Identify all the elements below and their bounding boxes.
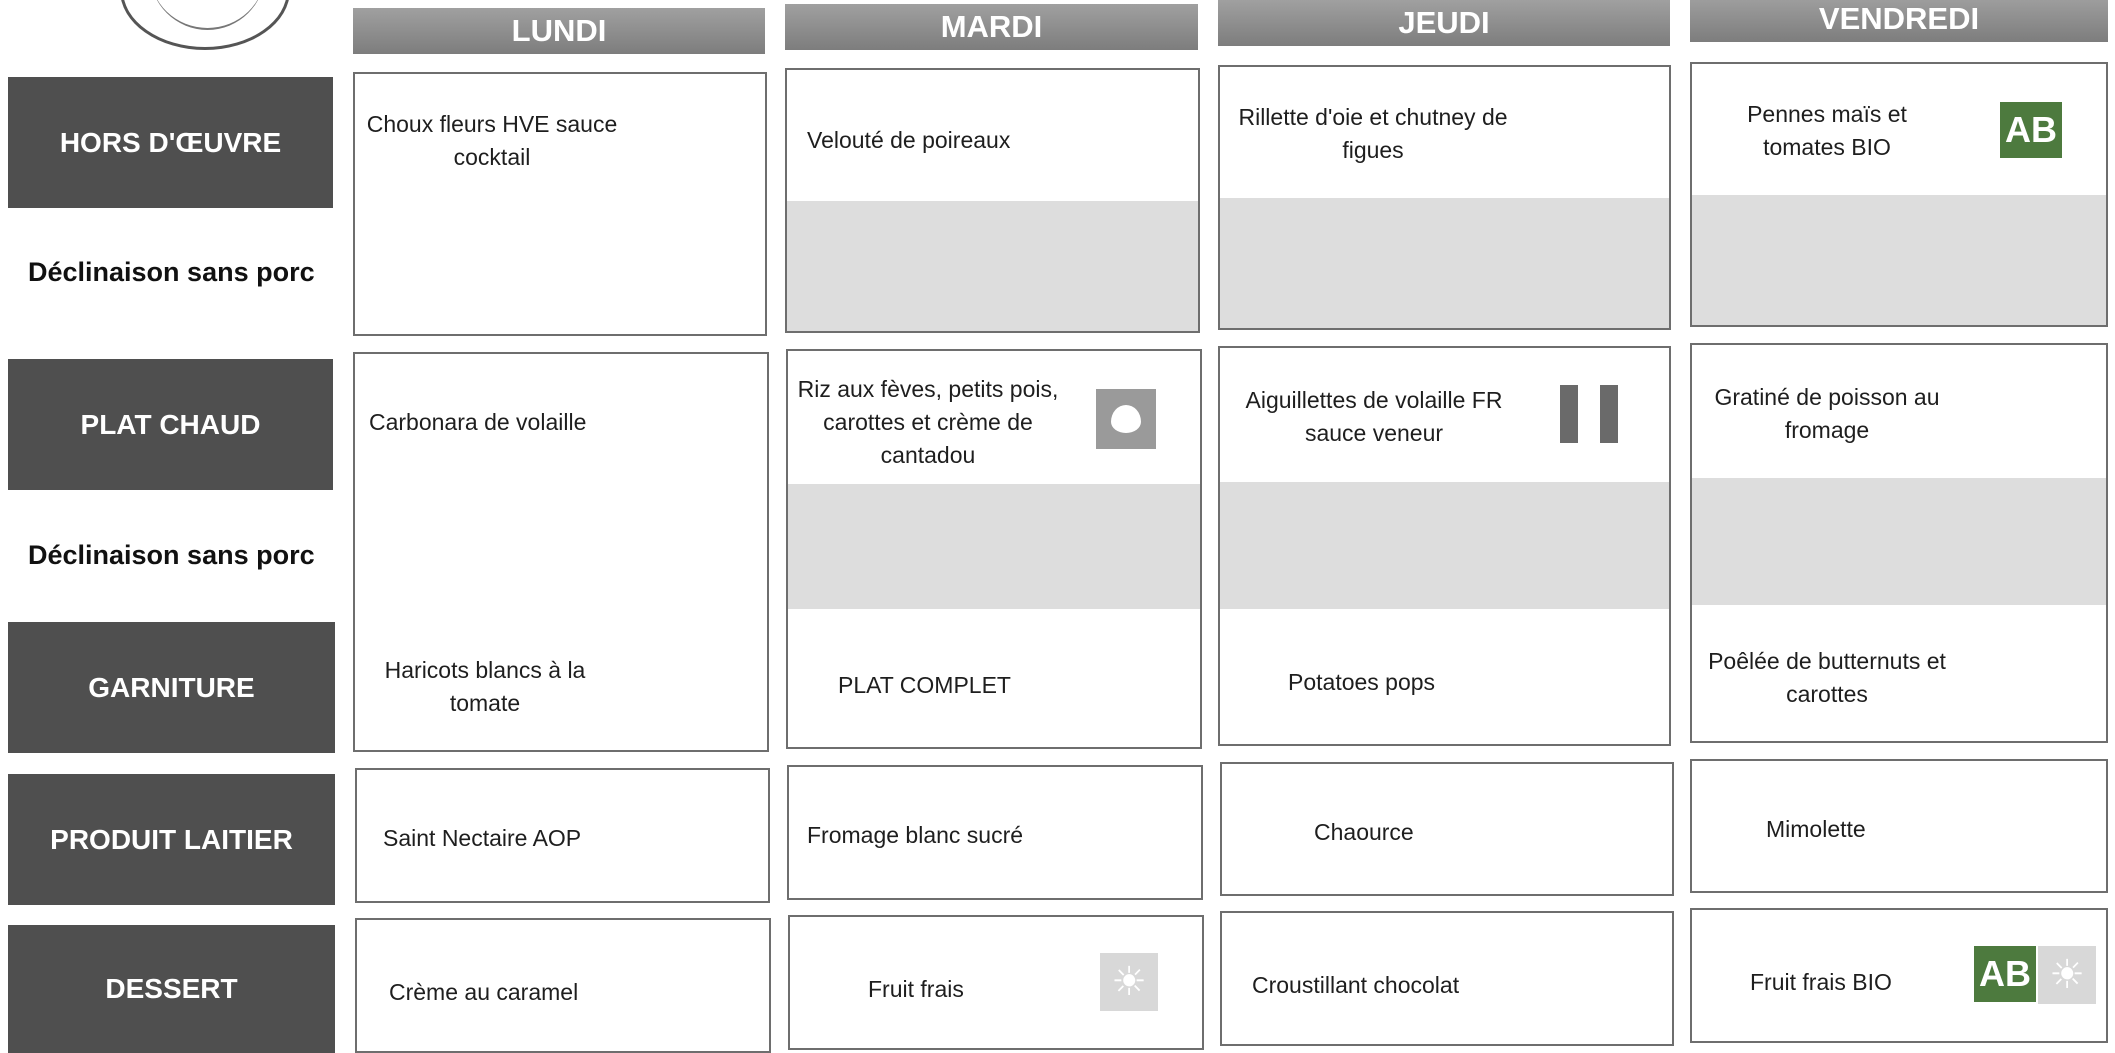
dish-vendredi-garniture: Poêlée de butternuts et carottes [1708,648,1946,707]
cell-vendredi-hors-doeuvre [1690,62,2108,327]
dish-mardi-dessert: Fruit frais [868,976,964,1002]
organic-ab-icon: AB [2000,102,2062,158]
dish-mardi-produit-laitier: Fromage blanc sucré [807,822,1024,848]
dish-jeudi-plat-chaud: Aiguillettes de volaille FR sauce veneur [1245,387,1503,446]
day-header-mardi: MARDI [785,4,1198,50]
dish-mardi-hors-doeuvre: Velouté de poireaux [807,127,1011,153]
sun-icon: ☀ [1100,953,1158,1011]
dish-lundi-plat-chaud: Carbonara de volaille [369,409,587,435]
row-label-dessert: DESSERT [8,925,335,1053]
dish-vendredi-plat-chaud: Gratiné de poisson au fromage [1714,384,1940,443]
cell-vendredi-produit-laitier [1690,759,2108,893]
cell-jeudi-hors-doeuvre [1218,65,1671,330]
dish-lundi-hors-doeuvre: Choux fleurs HVE sauce cocktail [366,111,618,170]
cell-jeudi-plat-chaud [1218,346,1671,746]
row-label-sans-porc-2: Déclinaison sans porc [28,540,315,570]
dish-vendredi-produit-laitier: Mimolette [1766,816,1866,842]
cell-lundi-hors-doeuvre [353,72,767,336]
organic-ab-icon: AB [1974,946,2036,1002]
row-label-garniture: GARNITURE [8,622,335,753]
row-label-produit-laitier: PRODUIT LAITIER [8,774,335,905]
row-label-hors-doeuvre: HORS D'ŒUVRE [8,77,333,208]
dish-lundi-dessert: Crème au caramel [389,979,579,1005]
dish-mardi-plat-chaud: Riz aux fèves, petits pois, carottes et crème de cantadou [797,376,1059,468]
row-label-sans-porc-1: Déclinaison sans porc [28,257,315,287]
cell-vendredi-dessert [1690,908,2108,1043]
cell-jeudi-produit-laitier [1220,762,1674,896]
cell-lundi-plat-chaud [353,352,769,752]
day-header-vendredi: VENDREDI [1690,0,2108,42]
cell-mardi-produit-laitier [787,765,1203,900]
cell-mardi-plat-chaud [786,349,1202,749]
vegetarian-icon [1096,389,1156,449]
cell-vendredi-plat-chaud [1690,343,2108,743]
day-header-jeudi: JEUDI [1218,0,1670,46]
cell-jeudi-dessert [1220,911,1674,1046]
dish-mardi-garniture: PLAT COMPLET [838,672,1011,698]
dish-jeudi-dessert: Croustillant chocolat [1252,972,1460,998]
dish-vendredi-hors-doeuvre: Pennes maïs et tomates BIO [1747,101,1907,160]
cell-lundi-produit-laitier [355,768,770,903]
dish-jeudi-garniture: Potatoes pops [1288,669,1436,695]
cell-mardi-hors-doeuvre [785,68,1200,333]
france-flag-icon [1560,385,1578,443]
cell-mardi-dessert [788,915,1204,1050]
sun-icon: ☀ [2038,946,2096,1004]
dish-vendredi-dessert: Fruit frais BIO [1750,969,1892,995]
dish-jeudi-produit-laitier: Chaource [1314,819,1414,845]
dish-lundi-produit-laitier: Saint Nectaire AOP [383,825,582,851]
cell-lundi-dessert [355,918,771,1053]
row-label-plat-chaud: PLAT CHAUD [8,359,333,490]
dish-lundi-garniture: Haricots blancs à la tomate [384,657,586,716]
dish-jeudi-hors-doeuvre: Rillette d'oie et chutney de figues [1238,104,1508,163]
france-flag-icon-stripe [1600,385,1618,443]
day-header-lundi: LUNDI [353,8,765,54]
